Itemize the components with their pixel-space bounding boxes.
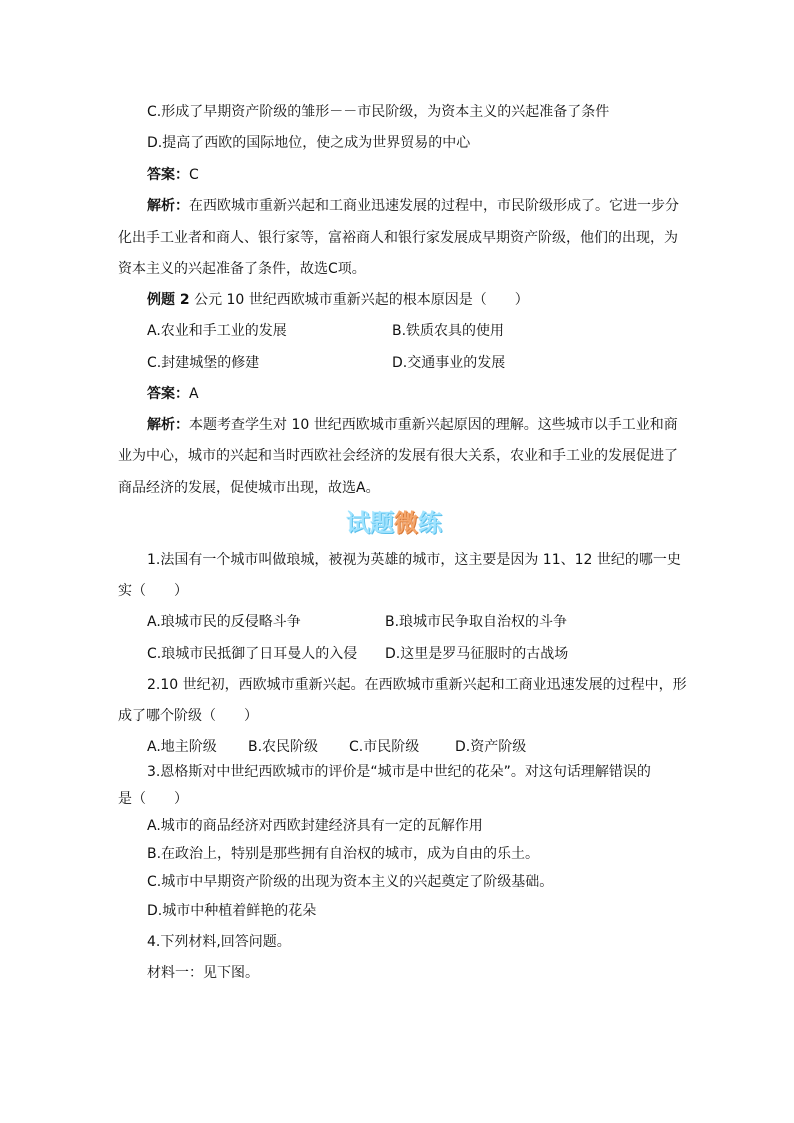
- example-2-question: [147, 292, 529, 308]
- question-1-line-1: 1.法国有一个城市叫做琅城，被视为英雄的城市，这主要是因为 11、12 世纪的哪一史: [147, 552, 681, 568]
- question-3-option-d: D.城市中种植着鲜艳的花朵: [147, 903, 317, 919]
- section-title-part-1: 试题: [346, 509, 394, 537]
- analysis-2-line-3: 商品经济的发展，促使城市出现，故选A。: [118, 480, 380, 496]
- question-3-option-c: C.城市中早期资产阶级的出现为资本主义的兴起奠定了阶级基础。: [147, 874, 554, 890]
- section-title-part-3: 练: [418, 509, 442, 537]
- analysis-1-line-2: 化出手工业者和商人、银行家等，富裕商人和银行家发展成早期资产阶级，他们的出现，为: [118, 230, 678, 246]
- question-1-option-c: C.琅城市民抵御了日耳曼人的入侵: [147, 646, 358, 662]
- question-2-option-a: A.地主阶级: [147, 739, 217, 755]
- question-1-line-2: 实（ ）: [118, 583, 188, 599]
- example-label: 例题 2: [147, 292, 190, 308]
- section-title: [346, 508, 466, 538]
- question-2-option-b: B.农民阶级: [248, 739, 319, 755]
- example-2-option-b: B.铁质农具的使用: [392, 323, 505, 339]
- analysis-1-line-3: 资本主义的兴起准备了条件，故选C项。: [118, 261, 366, 277]
- example-2-option-d: D.交通事业的发展: [392, 355, 506, 371]
- answer-value: A: [189, 386, 199, 402]
- analysis-text: 在西欧城市重新兴起和工商业迅速发展的过程中，市民阶级形成了。它进一步分: [189, 198, 679, 214]
- example-2-option-c: C.封建城堡的修建: [147, 355, 260, 371]
- analysis-text: 本题考查学生对 10 世纪西欧城市重新兴起原因的理解。这些城市以手工业和商: [189, 417, 678, 433]
- option-c-line: C.形成了早期资产阶级的雏形－－市民阶级，为资本主义的兴起准备了条件: [147, 104, 610, 120]
- question-1-option-a: A.琅城市民的反侵略斗争: [147, 614, 301, 630]
- question-2-option-d: D.资产阶级: [455, 739, 527, 755]
- question-3-line-1: 3.恩格斯对中世纪西欧城市的评价是“城市是中世纪的花朵”。对这句话理解错误的: [147, 764, 651, 780]
- answer-1: [147, 167, 199, 183]
- question-4-line-1: 4.下列材料,回答问题。: [147, 934, 291, 950]
- analysis-label: 解析：: [147, 417, 189, 433]
- analysis-label: 解析：: [147, 198, 189, 214]
- analysis-2-line-1: [147, 417, 678, 433]
- example-question-text: 公元 10 世纪西欧城市重新兴起的根本原因是（ ）: [194, 292, 529, 308]
- answer-label: 答案：: [147, 167, 189, 183]
- question-4-line-2: 材料一：见下图。: [147, 965, 259, 981]
- question-1-option-d: D.这里是罗马征服时的古战场: [385, 646, 569, 662]
- analysis-2-line-2: 业为中心，城市的兴起和当时西欧社会经济的发展有很大关系，农业和手工业的发展促进了: [118, 448, 678, 464]
- answer-label: 答案：: [147, 386, 189, 402]
- question-2-line-1: 2.10 世纪初，西欧城市重新兴起。在西欧城市重新兴起和工商业迅速发展的过程中，形: [147, 677, 687, 693]
- question-3-line-2: 是（ ）: [118, 791, 188, 807]
- question-2-line-2: 成了哪个阶级（ ）: [118, 708, 258, 724]
- question-1-option-b: B.琅城市民争取自治权的斗争: [385, 614, 568, 630]
- question-2-option-c: C.市民阶级: [349, 739, 420, 755]
- answer-value: C: [189, 167, 199, 183]
- section-title-part-2: 微: [394, 509, 418, 537]
- question-3-option-b: B.在政治上，特别是那些拥有自治权的城市，成为自由的乐土。: [147, 846, 540, 862]
- analysis-1-line-1: [147, 198, 679, 214]
- option-d-line: D.提高了西欧的国际地位，使之成为世界贸易的中心: [147, 135, 471, 151]
- question-3-option-a: A.城市的商品经济对西欧封建经济具有一定的瓦解作用: [147, 818, 483, 834]
- answer-2: [147, 386, 199, 402]
- example-2-option-a: A.农业和手工业的发展: [147, 323, 287, 339]
